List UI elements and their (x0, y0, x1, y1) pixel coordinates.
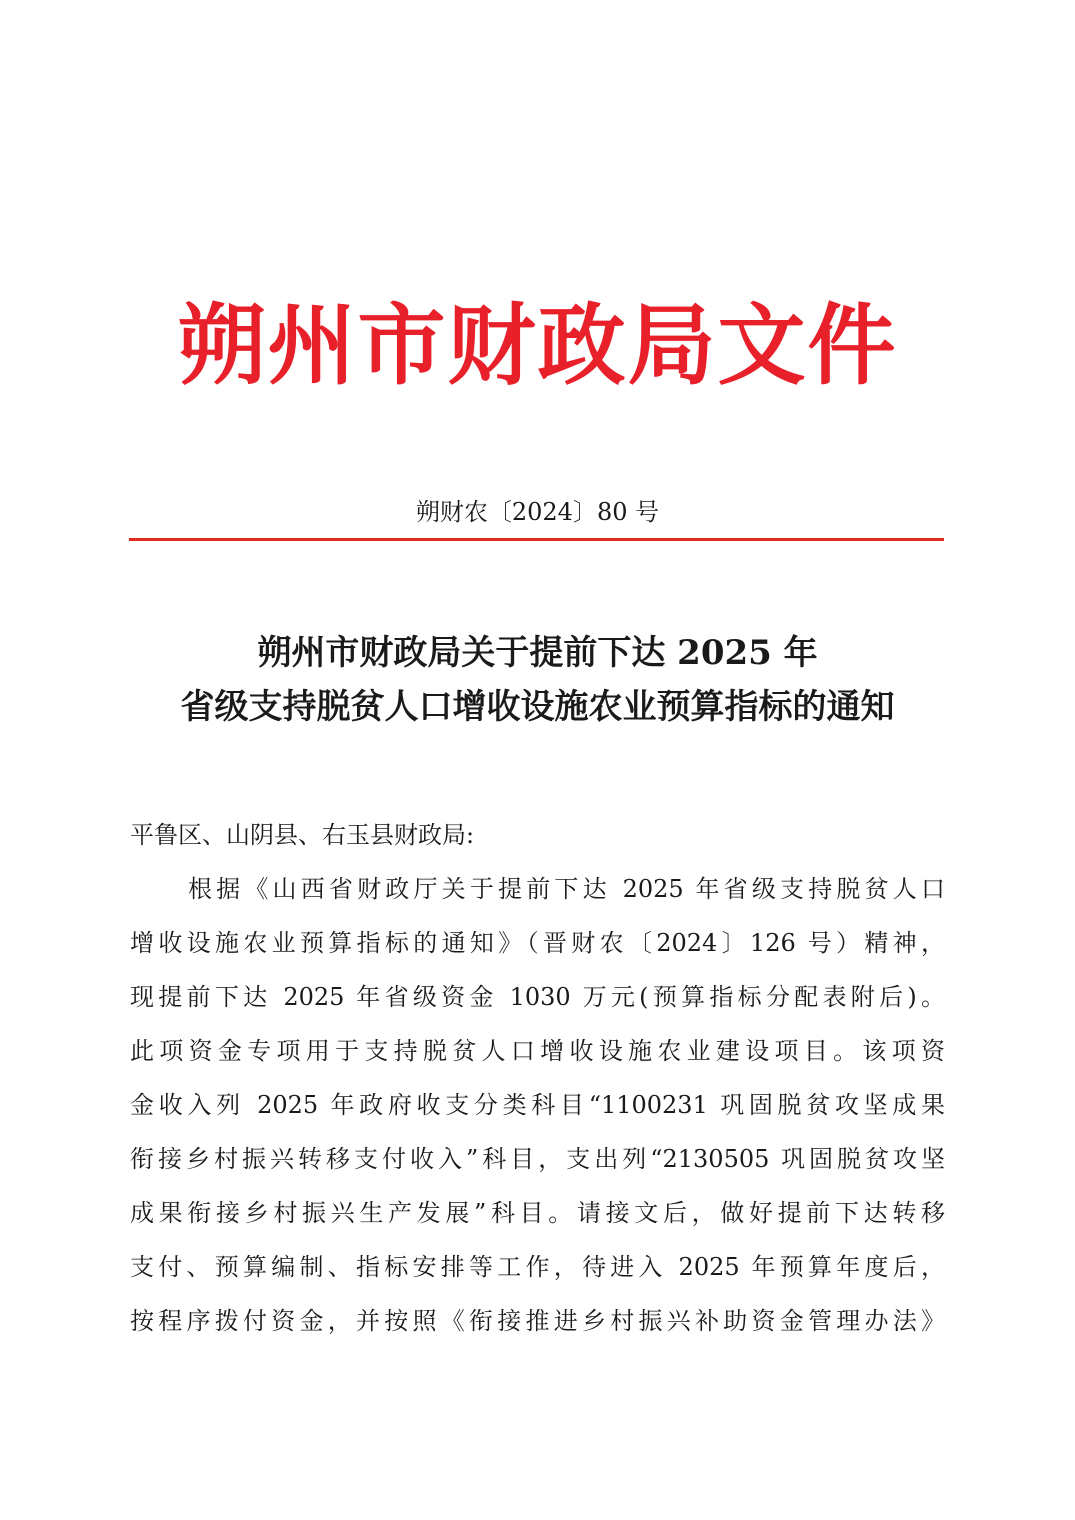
paragraph-line: 衔接乡村振兴转移支付收入”科目，支出列“2130505 巩固脱贫攻坚 (130, 1145, 945, 1173)
paragraph-line: 此项资金专项用于支持脱贫人口增收设施农业建设项目。该项资 (130, 1037, 945, 1065)
paragraph-line: 支付、预算编制、指标安排等工作，待进入 2025 年预算年度后， (130, 1253, 945, 1281)
paragraph-line: 成果衔接乡村振兴生产发展”科目。请接文后，做好提前下达转移 (130, 1199, 945, 1227)
notice-title-line-2: 省级支持脱贫人口增收设施农业预算指标的通知 (180, 687, 895, 727)
body-paragraph (130, 862, 945, 1348)
masthead-title: 朔州市财政局文件 (177, 293, 898, 397)
notice-title (0, 626, 1075, 734)
salutation: 平鲁区、山阴县、右玉县财政局: (130, 821, 475, 849)
paragraph-line: 按程序拨付资金，并按照《衔接推进乡村振兴补助资金管理办法》 (130, 1307, 945, 1335)
paragraph-line: 现提前下达 2025 年省级资金 1030 万元(预算指标分配表附后)。 (130, 983, 945, 1011)
paragraph-line: 根据《山西省财政厅关于提前下达 2025 年省级支持脱贫人口 (188, 875, 945, 903)
notice-body (130, 808, 945, 1348)
red-divider-line (129, 538, 944, 541)
paragraph-line: 金收入列 2025 年政府收支分类科目“1100231 巩固脱贫攻坚成果 (130, 1091, 945, 1119)
notice-title-line-1: 朔州市财政局关于提前下达 2025 年 (257, 633, 818, 673)
document-number: 朔财农〔2024〕80 号 (415, 498, 660, 526)
paragraph-line: 增收设施农业预算指标的通知》（晋财农〔2024〕126 号）精神， (130, 929, 945, 957)
